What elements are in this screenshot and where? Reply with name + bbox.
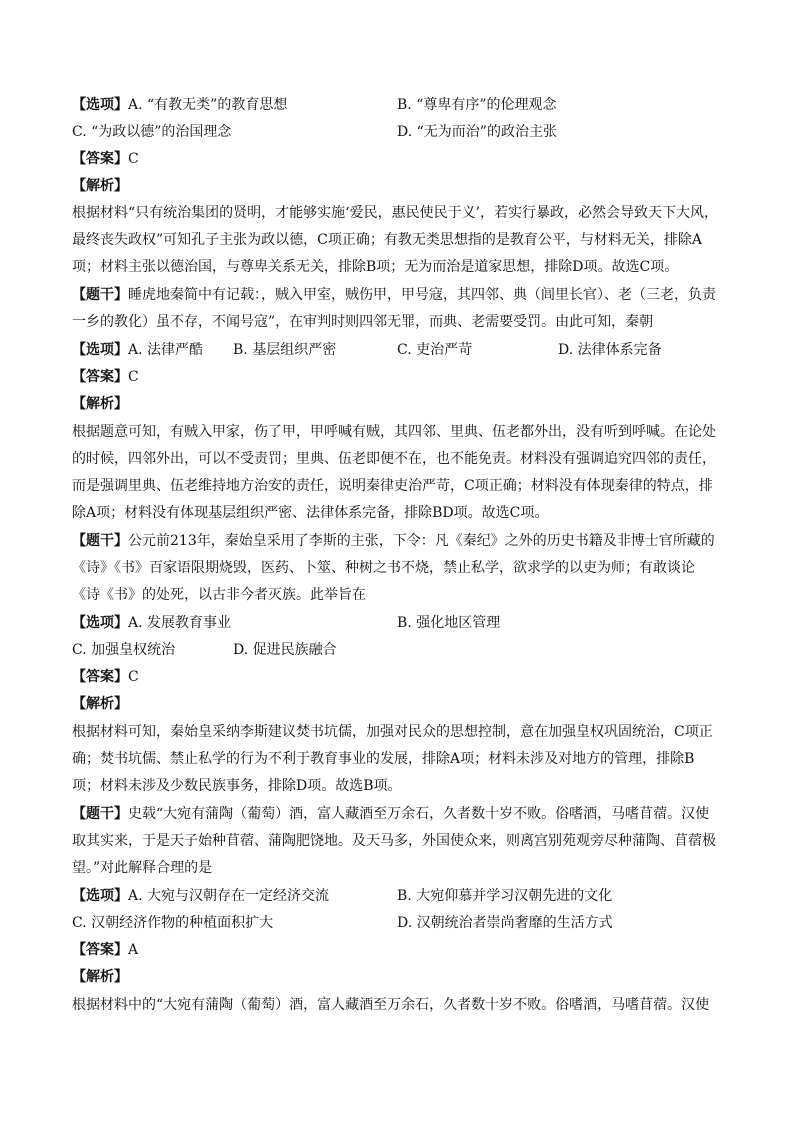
option-c: C. “为政以德”的治国理念 bbox=[72, 124, 232, 140]
q4-stem-line-1 bbox=[72, 804, 709, 824]
answer-value: A bbox=[128, 942, 139, 958]
q2-answer-row bbox=[72, 367, 139, 387]
analysis-tag: 【解析】 bbox=[72, 696, 128, 712]
q3-stem-line-2: 《诗》《书》百家语限期烧毁，医药、卜筮、种树之书不烧，禁止私学，欲求学的以吏为师；有敢谈论 bbox=[72, 560, 695, 576]
stem-text: 史载“大宛有蒲陶（葡萄）酒，富人藏酒至万余石，久者数十岁不败。俗嗜酒，马嗜苜蓿。汉使 bbox=[128, 806, 710, 822]
q3-analysis-line-3: 项；材料未涉及少数民族事务，排除D项。故选B项。 bbox=[72, 778, 402, 794]
options-tag: 【选项】 bbox=[72, 342, 128, 358]
q4-answer-row bbox=[72, 940, 138, 960]
option-c: C. 吏治严苛 bbox=[397, 342, 473, 358]
analysis-tag: 【解析】 bbox=[72, 396, 128, 412]
option-a: A. “有教无类”的教育思想 bbox=[128, 97, 288, 113]
q3-options-row-1 bbox=[72, 613, 231, 633]
q4-stem-line-2: 取其实来，于是天子始种苜蓿、蒲陶肥饶地。及天马多，外国使众来，则离宫别苑观旁尽种蒲陶、苜蓿极 bbox=[72, 833, 716, 849]
q3-answer-row bbox=[72, 667, 139, 687]
answer-tag: 【答案】 bbox=[72, 669, 128, 685]
q4-analysis-line-1: 根据材料中的“大宛有蒲陶（葡萄）酒，富人藏酒至万余石，久者数十岁不败。俗嗜酒，马嗜苜蓿。汉使 bbox=[72, 997, 710, 1013]
q4-stem-line-3: 望。”对此解释合理的是 bbox=[72, 860, 213, 876]
answer-value: C bbox=[128, 151, 139, 167]
q3-analysis-line-2: 确；焚书坑儒、禁止私学的行为不利于教育事业的发展，排除A项；材料未涉及对地方的管理，排除B bbox=[72, 751, 695, 767]
stem-text: 睡虎地秦简中有记载：，贼入甲室，贼伤甲，甲号寇，其四邻、典（闾里长官）、老（三老，负责 bbox=[128, 287, 716, 303]
option-b: B. “尊卑有序”的伦理观念 bbox=[397, 97, 557, 113]
option-a: A. 法律严酷 bbox=[128, 342, 204, 358]
option-d: D. 促进民族融合 bbox=[233, 642, 337, 658]
q1-analysis-line-3: 项；材料主张以德治国，与尊卑关系无关，排除B项；无为而治是道家思想，排除D项。故选C项。 bbox=[72, 259, 679, 275]
q4-analysis-tag bbox=[72, 967, 128, 987]
answer-tag: 【答案】 bbox=[72, 151, 128, 167]
option-a: A. 大宛与汉朝存在一定经济交流 bbox=[128, 888, 330, 904]
option-b: B. 基层组织严密 bbox=[233, 342, 337, 358]
q3-stem-line-3: 《诗《书》的处死，以古非今者灭族。此举旨在 bbox=[72, 587, 366, 603]
stem-tag: 【题干】 bbox=[72, 806, 128, 822]
option-c: C. 汉朝经济作物的种植面积扩大 bbox=[72, 915, 274, 931]
q3-analysis-line-1: 根据材料可知，秦始皇采纳李斯建议焚书坑儒，加强对民众的思想控制，意在加强皇权巩固统治，C项正 bbox=[72, 724, 713, 740]
analysis-tag: 【解析】 bbox=[72, 969, 128, 985]
option-b: B. 大宛仰慕并学习汉朝先进的文化 bbox=[397, 888, 613, 904]
q2-analysis-line-4: 除A项；材料没有体现基层组织严密、法律体系完备，排除BD项。故选C项。 bbox=[72, 505, 549, 521]
option-a: A. 发展教育事业 bbox=[128, 615, 232, 631]
stem-text: 公元前213年，秦始皇采用了李斯的主张，下令：凡《秦纪》之外的历史书籍及非博士官所藏的 bbox=[128, 533, 715, 549]
option-d: D. 法律体系完备 bbox=[558, 342, 662, 358]
q1-analysis-line-2: 最终丧失政权”可知孔子主张为政以德，C项正确；有教无类思想指的是教育公平，与材料无关，排除A bbox=[72, 232, 702, 248]
stem-tag: 【题干】 bbox=[72, 533, 128, 549]
q2-analysis-tag bbox=[72, 394, 128, 414]
q2-analysis-line-1: 根据题意可知，有贼入甲家，伤了甲，甲呼喊有贼，其四邻、里典、伍老都外出，没有听到呼喊。在论处 bbox=[72, 424, 716, 440]
answer-value: C bbox=[128, 669, 139, 685]
answer-value: C bbox=[128, 369, 139, 385]
q2-options-row bbox=[72, 340, 203, 360]
q3-stem-line-1 bbox=[72, 531, 715, 551]
answer-tag: 【答案】 bbox=[72, 369, 128, 385]
q2-analysis-line-2: 的时候，四邻外出，可以不受责罚；里典、伍老即便不在，也不能免责。材料没有强调追究四邻的责任， bbox=[72, 451, 716, 467]
q2-stem-line-1 bbox=[72, 285, 716, 305]
answer-tag: 【答案】 bbox=[72, 942, 128, 958]
option-b: B. 强化地区管理 bbox=[397, 615, 501, 631]
q2-stem-line-2: 一乡的教化）虽不存，不闻号寇”，在审判时则四邻无罪，而典、老需要受罚。由此可知，秦朝 bbox=[72, 314, 654, 330]
q1-analysis-tag bbox=[72, 176, 128, 196]
q1-answer-row bbox=[72, 149, 139, 169]
q3-analysis-tag bbox=[72, 694, 128, 714]
options-tag: 【选项】 bbox=[72, 615, 128, 631]
option-c: C. 加强皇权统治 bbox=[72, 642, 176, 658]
options-tag: 【选项】 bbox=[72, 888, 128, 904]
q1-options-row-1 bbox=[72, 95, 287, 115]
options-tag: 【选项】 bbox=[72, 97, 128, 113]
stem-tag: 【题干】 bbox=[72, 287, 128, 303]
q2-analysis-line-3: 而是强调里典、伍老维持地方治安的责任，说明秦律吏治严苛，C项正确；材料没有体现秦律的特点，排 bbox=[72, 478, 713, 494]
analysis-tag: 【解析】 bbox=[72, 178, 128, 194]
q1-analysis-line-1: 根据材料“只有统治集团的贤明，才能够实施‘爱民，惠民使民于义’，若实行暴政，必然会导致天下大风， bbox=[72, 205, 719, 221]
option-d: D. 汉朝统治者崇尚奢靡的生活方式 bbox=[397, 915, 613, 931]
option-d: D. “无为而治”的政治主张 bbox=[397, 124, 557, 140]
q4-options-row-1 bbox=[72, 886, 329, 906]
